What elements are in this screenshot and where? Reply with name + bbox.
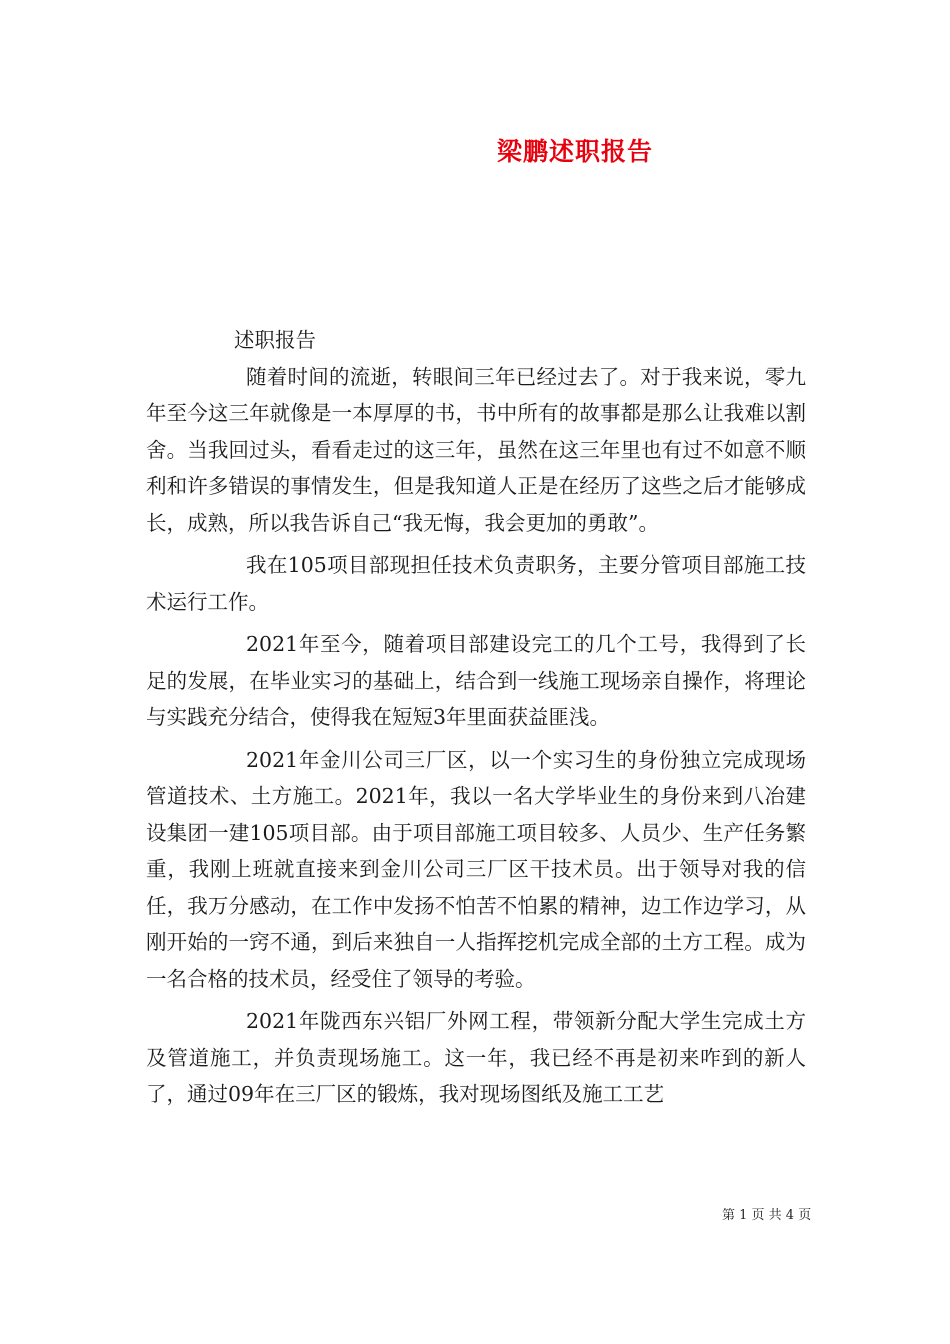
page-number-footer: 第 1 页 共 4 页 xyxy=(722,1208,812,1223)
document-title: 梁鹏述职报告 xyxy=(496,137,653,166)
paragraph: 随着时间的流逝，转眼间三年已经过去了。对于我来说，零九年至今这三年就像是一本厚厚的书，书中所有的故事都是那么让我难以割舍。当我回过头，看看走过的这三年，虽然在这三年里也有过不如意不顺利和许多错误的事情发生，但是我知道人正是在经历了这些之后才能够成长，成熟，所以我告诉自己“我无悔，我会更加的勇敢”。 xyxy=(146,364,806,535)
paragraph: 2021年至今，随着项目部建设完工的几个工号，我得到了长足的发展，在毕业实习的基础上，结合到一线施工现场亲自操作，将理论与实践充分结合，使得我在短短3年里面获益匪浅。 xyxy=(146,632,806,729)
paragraph: 2021年陇西东兴铝厂外网工程，带领新分配大学生完成土方及管道施工，并负责现场施工。这一年，我已经不再是初来咋到的新人了，通过09年在三厂区的锻炼，我对现场图纸及施工工艺 xyxy=(146,1009,806,1106)
paragraph: 我在105项目部现担任技术负责职务，主要分管项目部施工技术运行工作。 xyxy=(146,553,806,614)
paragraph: 2021年金川公司三厂区，以一个实习生的身份独立完成现场管道技术、土方施工。2021年，我以一名大学毕业生的身份来到八冶建设集团一建105项目部。由于项目部施工项目较多、人员少、生产任务繁重，我刚上班就直接来到金川公司三厂区干技术员。出于领导对我的信任，我万分感动，在工作中发扬不怕苦不怕累的精神，边工作边学习，从刚开始的一窍不通，到后来独自一人指挥挖机完成全部的土方工程。成为一名合格的技术员，经受住了领导的考验。 xyxy=(146,747,806,991)
document-body xyxy=(146,322,806,1113)
section-heading: 述职报告 xyxy=(234,328,316,352)
